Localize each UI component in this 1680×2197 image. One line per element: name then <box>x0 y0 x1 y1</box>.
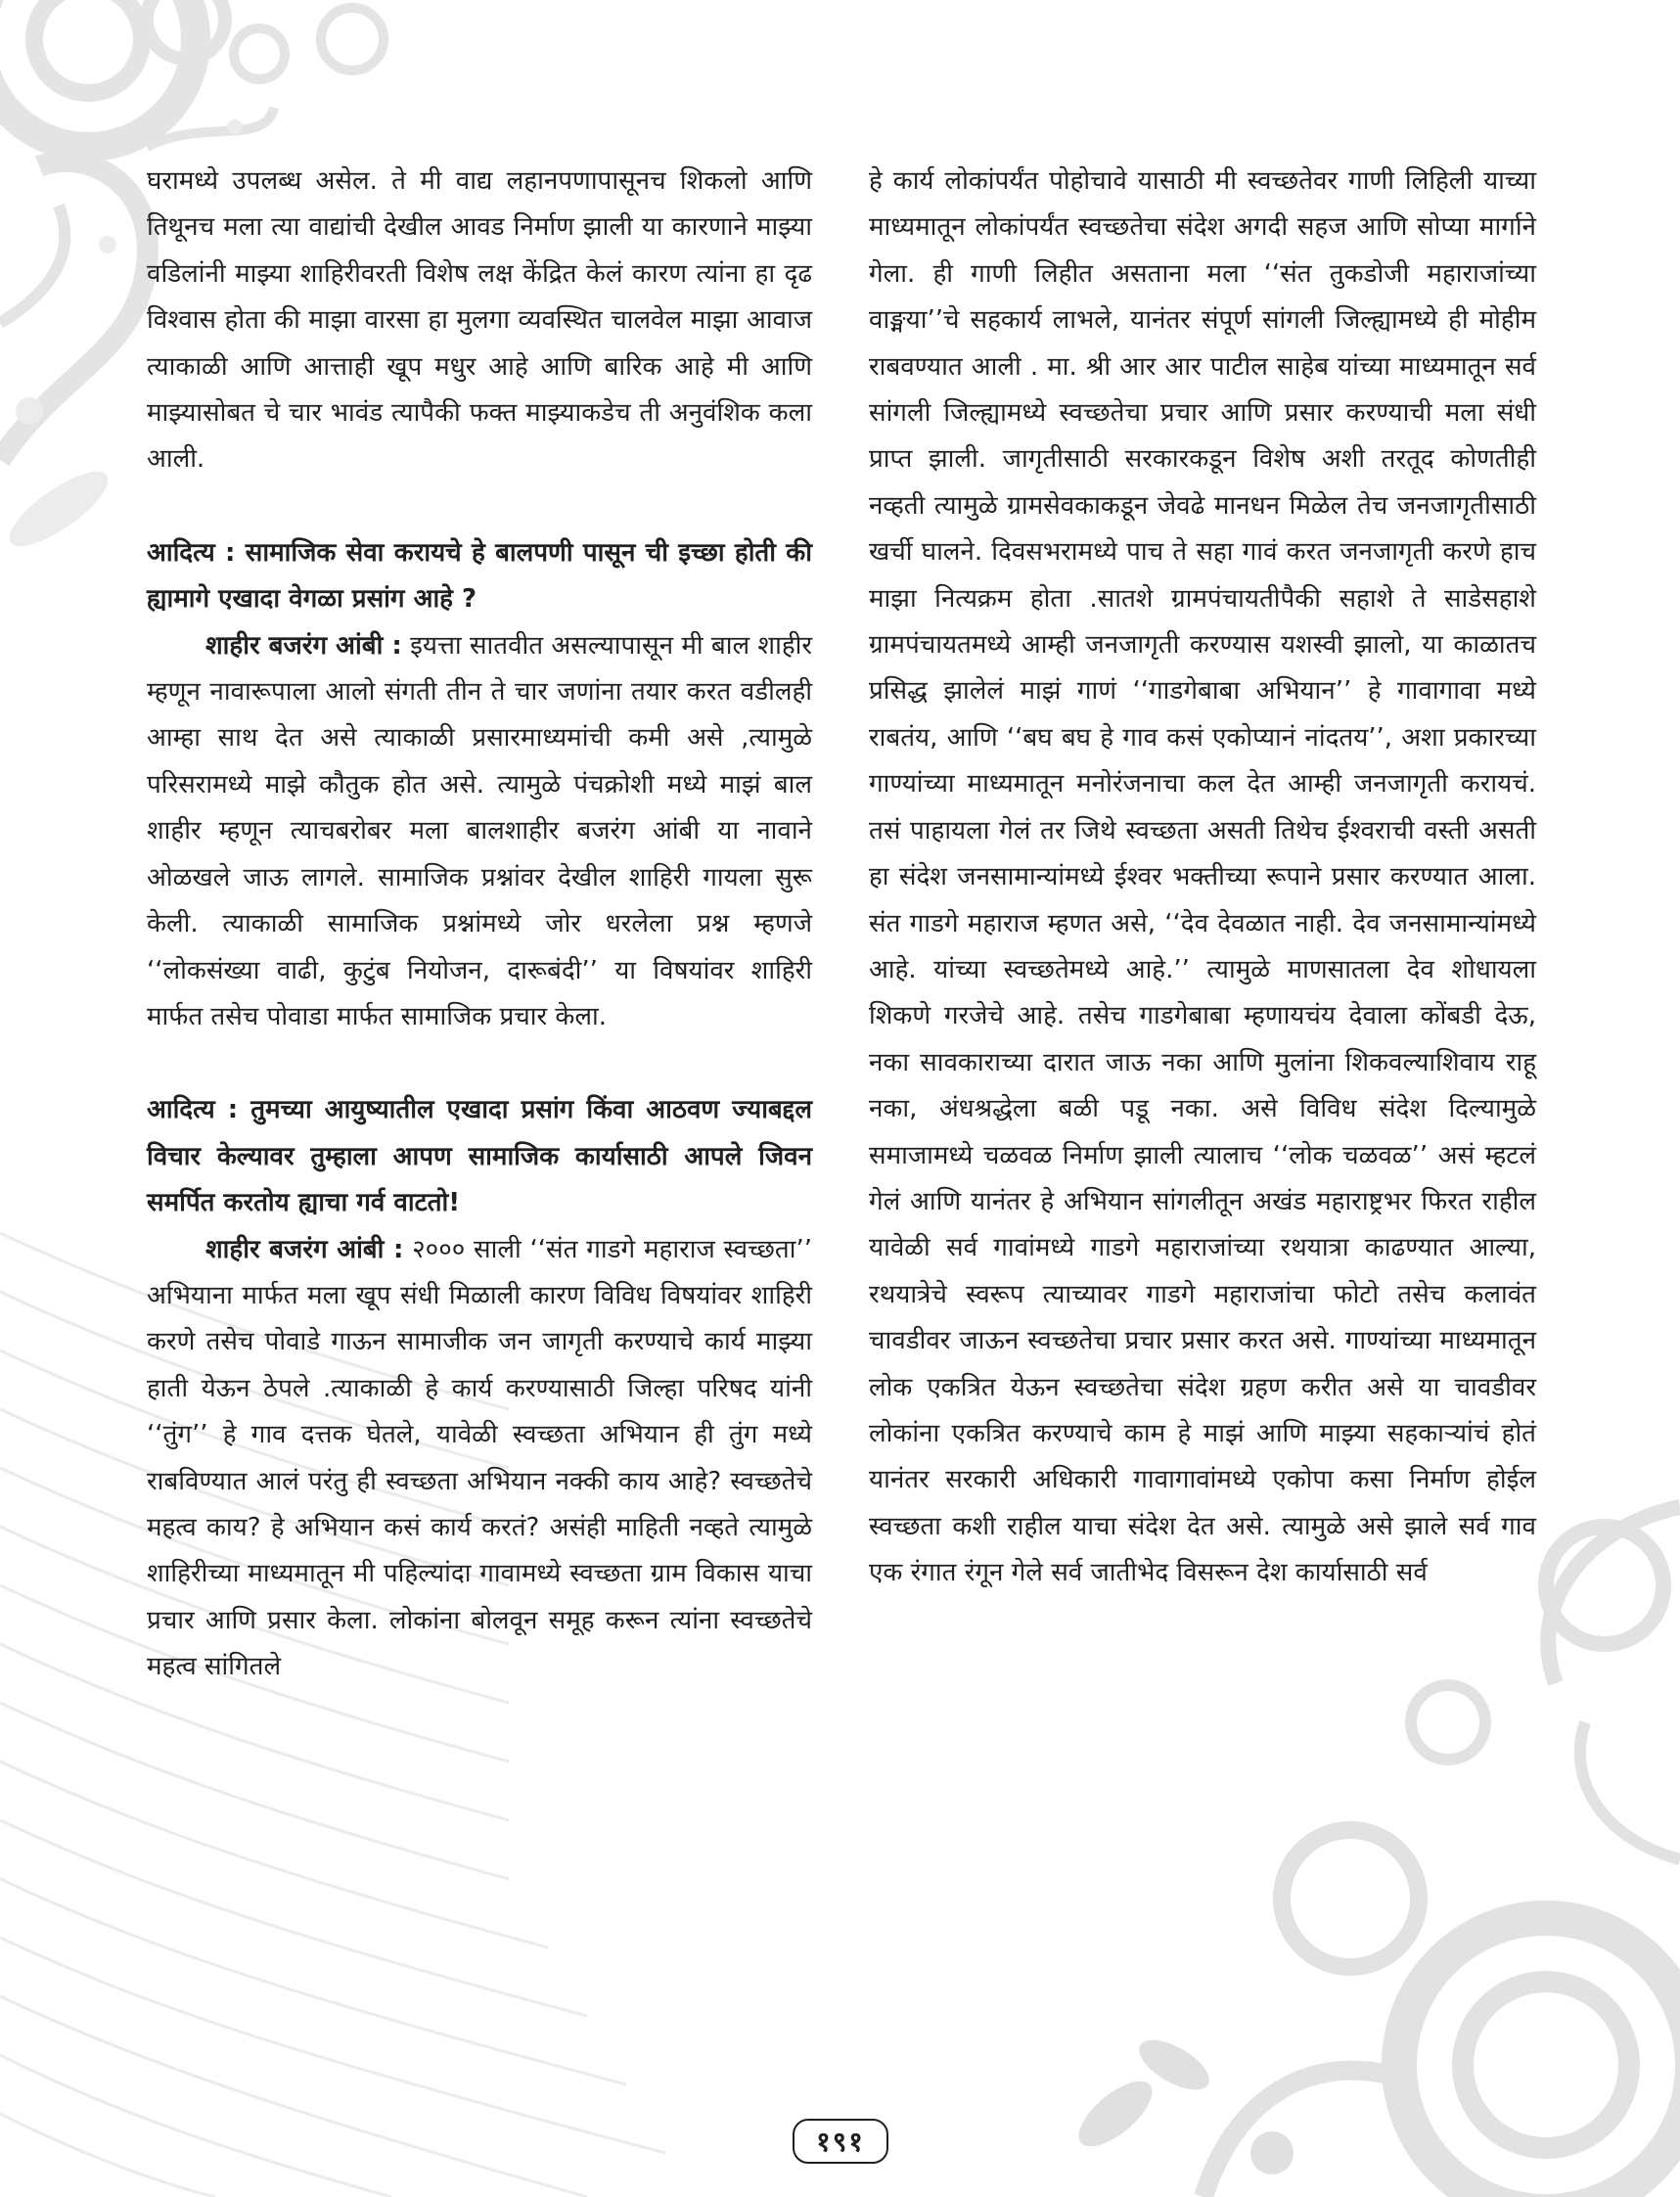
answer-1-text: इयत्ता सातवीत असल्यापासून मी बाल शाहीर म्हणून नावारूपाला आलो संगती तीन ते चार जणांना तयार करत वडीलही आम्हा साथ देत असे त्याकाळी प्रसारमाध्यमांची कमी असे ,त्यामुळे परिसरामध्ये माझे कौतुक होत असे. त्यामुळे पंचक्रोशी मध्ये माझं बाल शाहीर म्हणून त्याचबरोबर मला बालशाहीर बजरंग आंबी या नावाने ओळखले जाऊ लागले. सामाजिक प्रश्नांवर देखील शाहिरी गायला सुरू केली. त्याकाळी सामाजिक प्रश्नांमध्ये जोर धरलेला प्रश्न म्हणजे ‘‘लोकसंख्या वाढी, कुटुंब नियोजन, दारूबंदी’’ या विषयांवर शाहिरी मार्फत तसेच पोवाडा मार्फत सामाजिक प्रचार केला. <box>147 630 813 1031</box>
intro-paragraph: घरामध्ये उपलब्ध असेल. ते मी वाद्य लहानपणापासूनच शिकलो आणि तिथूनच मला त्या वाद्यांची देखील आवड निर्माण झाली या कारणाने माझ्या वडिलांनी माझ्या शाहिरीवरती विशेष लक्ष केंद्रित केलं कारण त्यांना हा दृढ विश्वास होता की माझा वारसा हा मुलगा व्यवस्थित चालवेल माझा आवाज त्याकाळी आणि आत्ताही खूप मधुर आहे आणि बारिक आहे मी आणि माझ्यासोबत चे चार भावंड त्यापैकी फक्त माझ्याकडेच ती अनुवंशिक कला आली. <box>147 166 812 475</box>
right-column <box>869 159 1536 1597</box>
answer-2-text: २००० साली ‘‘संत गाडगे महाराज स्वच्छता’’ अभियाना मार्फत मला खूप संधी मिळाली कारण विविध विषयांवर शाहिरी करणे तसेच पोवाडे गाऊन सामाजीक जन जागृती करण्याचे कार्य माझ्या हाती येऊन ठेपले .त्याकाळी हे कार्य करण्यासाठी जिल्हा परिषद यांनी ‘‘तुंग’’ हे गाव दत्तक घेतले, यावेळी स्वच्छता अभियान ही तुंग मध्ये राबविण्यात आलं परंतु ही स्वच्छता अभियान नक्की काय आहे? स्वच्छतेचे महत्व काय? हे अभियान कसं कार्य करतं? असंही माहिती नव्हते त्यामुळे शाहिरीच्या माध्यमातून मी पहिल्यांदा गावामध्ये स्वच्छता ग्राम विकास याचा प्रचार आणि प्रसार केला. लोकांना बोलवून समूह करून त्यांना स्वच्छतेचे महत्व सांगितले <box>147 1234 812 1682</box>
interview-answer-1 <box>147 623 812 1041</box>
bottom-left-leaf-decoration <box>1068 2030 1294 2174</box>
bottom-right-swirl-decoration <box>1203 1507 1680 2197</box>
interview-answer-2 <box>147 1227 812 1691</box>
left-column <box>147 159 812 1691</box>
continued-answer-paragraph: हे कार्य लोकांपर्यंत पोहोचावे यासाठी मी स्वच्छतेवर गाणी लिहिली याच्या माध्यमातून लोकांपर्यंत स्वच्छतेचा संदेश अगदी सहज आणि सोप्या मार्गाने गेला. ही गाणी लिहीत असताना मला ‘‘संत तुकडोजी महाराजांच्या वाङ्मया’’चे सहकार्य लाभले, यानंतर संपूर्ण सांगली जिल्ह्यामध्ये ही मोहीम राबवण्यात आली . मा. श्री आर आर पाटील साहेब यांच्या माध्यमातून सर्व सांगली जिल्ह्यामध्ये स्वच्छतेचा प्रचार आणि प्रसार करण्याची मला संधी प्राप्त झाली. जागृतीसाठी सरकारकडून विशेष अशी तरतूद कोणतीही नव्हती त्यामुळे ग्रामसेवकाकडून जेवढे मानधन मिळेल तेच जनजागृतीसाठी खर्ची घालने. दिवसभरामध्ये पाच ते सहा गावं करत जनजागृती करणे हाच माझा नित्यक्रम होता .सातशे ग्रामपंचायतीपैकी सहाशे ते साडेसहाशे ग्रामपंचायतमध्ये आम्ही जनजागृती करण्यास यशस्वी झालो, या काळातच प्रसिद्ध झालेलं माझं गाणं ‘‘गाडगेबाबा अभियान’’ हे गावागावा मध्ये राबतंय, आणि ‘‘बघ बघ हे गाव कसं एकोप्यानं नांदतय’’, अशा प्रकारच्या गाण्यांच्या माध्यमातून मनोरंजनाचा कल देत आम्ही जनजागृती करायचं. तसं पाहायला गेलं तर जिथे स्वच्छता असती तिथेच ईश्वराची वस्ती असती हा संदेश जनसामान्यांमध्ये ईश्वर भक्तीच्या रूपाने प्रसार करण्यात आला. संत गाडगे महाराज म्हणत असे, ‘‘देव देवळात नाही. देव जनसामान्यांमध्ये आहे. यांच्या स्वच्छतेमध्ये आहे.’’ त्यामुळे माणसातला देव शोधायला शिकणे गरजेचे आहे. तसेच गाडगेबाबा म्हणायचंय देवाला कोंबडी देऊ, नका सावकाराच्या दारात जाऊ नका आणि मुलांना शिकवल्याशिवाय राहू नका, अंधश्रद्धेला बळी पडू नका. असे विविध संदेश दिल्यामुळे समाजामध्ये चळवळ निर्माण झाली त्यालाच ‘‘लोक चळवळ’’ असं म्हटलं गेलं आणि यानंतर हे अभियान सांगलीतून अखंड महाराष्ट्रभर फिरत राहील यावेळी सर्व गावांमध्ये गाडगे महाराजांच्या रथयात्रा काढण्यात आल्या, रथयात्रेचे स्वरूप त्याच्यावर गाडगे महाराजांचा फोटो तसेच कलावंत चावडीवर जाऊन स्वच्छतेचा प्रचार प्रसार करत असे. गाण्यांच्या माध्यमातून लोक एकत्रित येऊन स्वच्छतेचा संदेश ग्रहण करीत असे या चावडीवर लोकांना एकत्रित करण्याचे काम हे माझं आणि माझ्या सहकाऱ्यांचं होतं यानंतर सरकारी अधिकारी गावागावांमध्ये एकोपा कसा निर्माण होईल स्वच्छता कशी राहील याचा संदेश देत असे. त्यामुळे असे झाले सर्व गाव एक रंगात रंगून गेले सर्व जातीभेद विसरून देश कार्यासाठी सर्व <box>869 166 1536 1588</box>
interview-question-1: आदित्य : सामाजिक सेवा करायचे हे बालपणी पासून ची इच्छा होती की ह्यामागे एखादा वेगळा प्रसांग आहे ? <box>147 537 812 615</box>
interview-question-2: आदित्य : तुमच्या आयुष्यातील एखादा प्रसांग किंवा आठवण ज्याबद्दल विचार केल्यावर तुम्हाला आपण सामाजिक कार्यासाठी आपले जिवन समर्पित करतोय ह्याचा गर्व वाटतो! <box>147 1095 812 1218</box>
page-number: १९१ <box>793 2119 888 2164</box>
answer-2-speaker: शाहीर बजरंग आंबी : <box>205 1234 404 1264</box>
answer-1-speaker: शाहीर बजरंग आंबी : <box>205 630 402 661</box>
